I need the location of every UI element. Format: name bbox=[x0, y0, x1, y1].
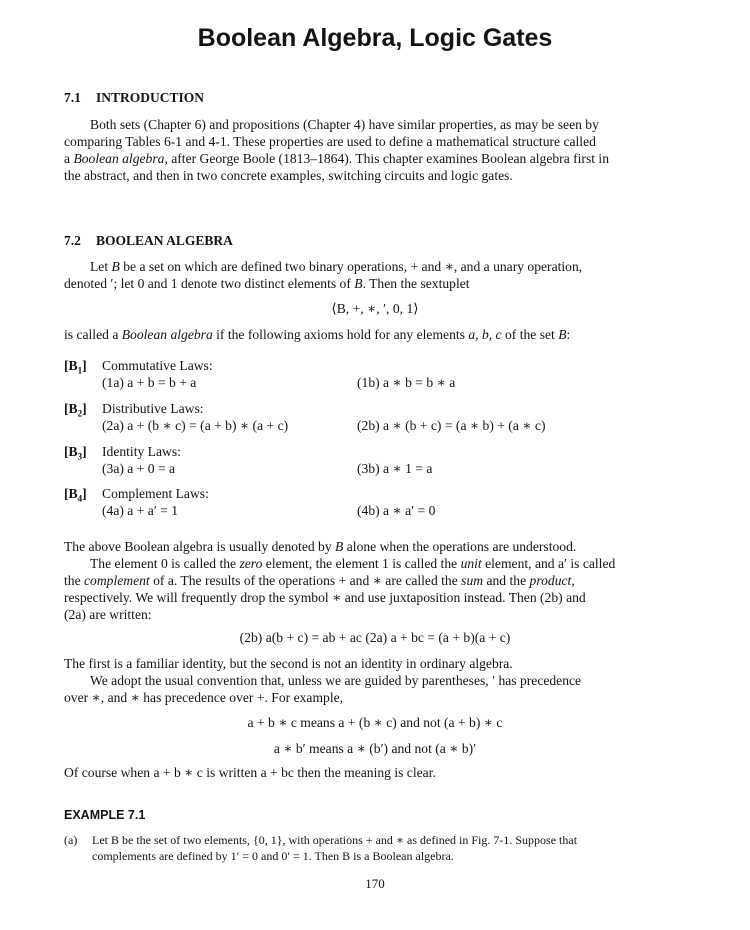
axiom-name: Identity Laws: bbox=[102, 444, 181, 459]
term-sum: sum bbox=[461, 573, 484, 588]
axiom-b: (3b) a ∗ 1 = a bbox=[357, 461, 433, 476]
tag: B bbox=[68, 486, 78, 501]
axiom-a: (3a) a + 0 = a bbox=[102, 461, 176, 476]
section-title: INTRODUCTION bbox=[96, 90, 205, 105]
var: B bbox=[335, 539, 344, 554]
example-line-1: Let B be the set of two elements, {0, 1}, with operations + and ∗ as defined in Fig. 7-1. Suppose that bbox=[92, 833, 578, 847]
after-line-7: We adopt the usual convention that, unless we are guided by parentheses, ′ has precedence bbox=[90, 673, 582, 688]
after-line-4: respectively. We will frequently drop the symbol ∗ and use juxtaposition instead. Then (2b) and bbox=[64, 590, 586, 605]
after-line-8: over ∗, and ∗ has precedence over +. For example, bbox=[64, 690, 344, 705]
precedence-example-1: a + b ∗ c means a + (b ∗ c) and not (a + b) ∗ c bbox=[247, 715, 503, 730]
var: a, b, c bbox=[468, 327, 502, 342]
term-boolean-algebra: Boolean algebra bbox=[121, 327, 213, 342]
var: B bbox=[111, 259, 120, 274]
text: the bbox=[64, 573, 85, 588]
var: B bbox=[558, 327, 567, 342]
intro-line-2: comparing Tables 6-1 and 4-1. These properties are used to define a mathematical structure called bbox=[64, 134, 596, 149]
text: be a set on which are defined two binary operations, + and ∗, and a unary operation, bbox=[119, 259, 583, 274]
text: The element 0 is called the bbox=[90, 556, 240, 571]
intro-paragraph bbox=[64, 116, 686, 184]
axiom-name: Distributive Laws: bbox=[102, 401, 204, 416]
term-boolean-algebra: Boolean algebra bbox=[73, 151, 165, 166]
axiom-tag: $[B_1]$ bbox=[64, 358, 87, 376]
text: . Then the sextuplet bbox=[362, 276, 470, 291]
intro-line-4: the abstract, and then in two concrete examples, switching circuits and logic gates. bbox=[64, 168, 513, 183]
sextuplet-formula: ⟨B, +, ∗, ′, 0, 1⟩ bbox=[331, 301, 419, 316]
axiom-a: (2a) a + (b ∗ c) = (a + b) ∗ (a + c) bbox=[102, 418, 289, 433]
section-heading-boolean-algebra bbox=[64, 233, 233, 249]
after-line-1 bbox=[64, 538, 686, 555]
term-unit: unit bbox=[460, 556, 482, 571]
def-line-3 bbox=[64, 326, 686, 343]
section-number: 7.1 bbox=[64, 90, 81, 105]
tag: B bbox=[68, 401, 78, 416]
tag-sub: 2 bbox=[77, 408, 83, 419]
axiom-b: (1b) a ∗ b = b ∗ a bbox=[357, 375, 456, 390]
text: : bbox=[566, 327, 571, 342]
text: a bbox=[64, 151, 74, 166]
axiom-name: Commutative Laws: bbox=[102, 358, 213, 373]
term-product: product bbox=[529, 573, 572, 588]
text: The above Boolean algebra is usually denoted by bbox=[64, 539, 336, 554]
tag-sub: 1 bbox=[77, 365, 83, 376]
axiom-b: (4b) a ∗ a′ = 0 bbox=[357, 503, 436, 518]
text: , after George Boole (1813–1864). This chapter examines Boolean algebra first in bbox=[164, 151, 609, 166]
notation-paragraph bbox=[64, 538, 686, 623]
after-line-5: (2a) are written: bbox=[64, 607, 152, 622]
def-line-1 bbox=[64, 258, 686, 275]
axiom-a: (1a) a + b = b + a bbox=[102, 375, 197, 390]
text: of a. The results of the operations + and ∗ are called the bbox=[149, 573, 462, 588]
axiom-name: Complement Laws: bbox=[102, 486, 209, 501]
page-number: 170 bbox=[365, 876, 385, 891]
section-number: 7.2 bbox=[64, 233, 81, 248]
precedence-paragraph bbox=[64, 655, 686, 706]
axiom-tag: $[B_3]$ bbox=[64, 444, 87, 462]
axiom-tag: $[B_2]$ bbox=[64, 401, 87, 419]
after-line-6: The first is a familiar identity, but the second is not an identity in ordinary algebra. bbox=[64, 656, 513, 671]
after-line-3 bbox=[64, 572, 686, 589]
example-body bbox=[64, 832, 686, 864]
axiom-b: (2b) a ∗ (b + c) = (a ∗ b) + (a ∗ c) bbox=[357, 418, 546, 433]
example-heading: EXAMPLE 7.1 bbox=[64, 808, 146, 822]
text: Let bbox=[90, 259, 112, 274]
term-complement: complement bbox=[84, 573, 150, 588]
intro-line-3 bbox=[64, 150, 686, 167]
precedence-example-2: a ∗ b′ means a ∗ (b′) and not (a ∗ b)′ bbox=[273, 741, 477, 756]
text: denoted ′; let 0 and 1 denote two distinct elements of bbox=[64, 276, 355, 291]
axiom-a: (4a) a + a′ = 1 bbox=[102, 503, 179, 518]
tag-sub: 4 bbox=[77, 493, 83, 504]
tag-sub: 3 bbox=[77, 451, 83, 462]
text: is called a bbox=[64, 327, 122, 342]
axiom-tag: $[B_4]$ bbox=[64, 486, 87, 504]
text: alone when the operations are understood. bbox=[343, 539, 577, 554]
boolean-definition-paragraph bbox=[64, 258, 686, 292]
text: , bbox=[571, 573, 575, 588]
after-line-2 bbox=[64, 555, 686, 572]
text: element, and a′ is called bbox=[481, 556, 616, 571]
section-heading-introduction bbox=[64, 90, 204, 106]
example-line-2: complements are defined by 1′ = 0 and 0′ = 1. Then B is a Boolean algebra. bbox=[92, 849, 454, 863]
intro-line-1: Both sets (Chapter 6) and propositions (Chapter 4) have similar properties, as may be seen by bbox=[90, 117, 599, 132]
text: and the bbox=[483, 573, 530, 588]
text: if the following axioms hold for any elements bbox=[212, 327, 469, 342]
after-line-9: Of course when a + b ∗ c is written a + bc then the meaning is clear. bbox=[64, 765, 436, 780]
text: element, the element 1 is called the bbox=[262, 556, 461, 571]
tag: B bbox=[68, 358, 78, 373]
var: B bbox=[354, 276, 363, 291]
term-zero: zero bbox=[239, 556, 263, 571]
tag: B bbox=[68, 444, 78, 459]
text: of the set bbox=[501, 327, 559, 342]
chapter-title: Boolean Algebra, Logic Gates bbox=[197, 24, 553, 52]
example-part-label: (a) bbox=[64, 833, 78, 847]
section-title: BOOLEAN ALGEBRA bbox=[96, 233, 233, 248]
def-line-2 bbox=[64, 275, 686, 292]
juxtaposition-equations: (2b) a(b + c) = ab + ac (2a) a + bc = (a + b)(a + c) bbox=[239, 630, 511, 645]
